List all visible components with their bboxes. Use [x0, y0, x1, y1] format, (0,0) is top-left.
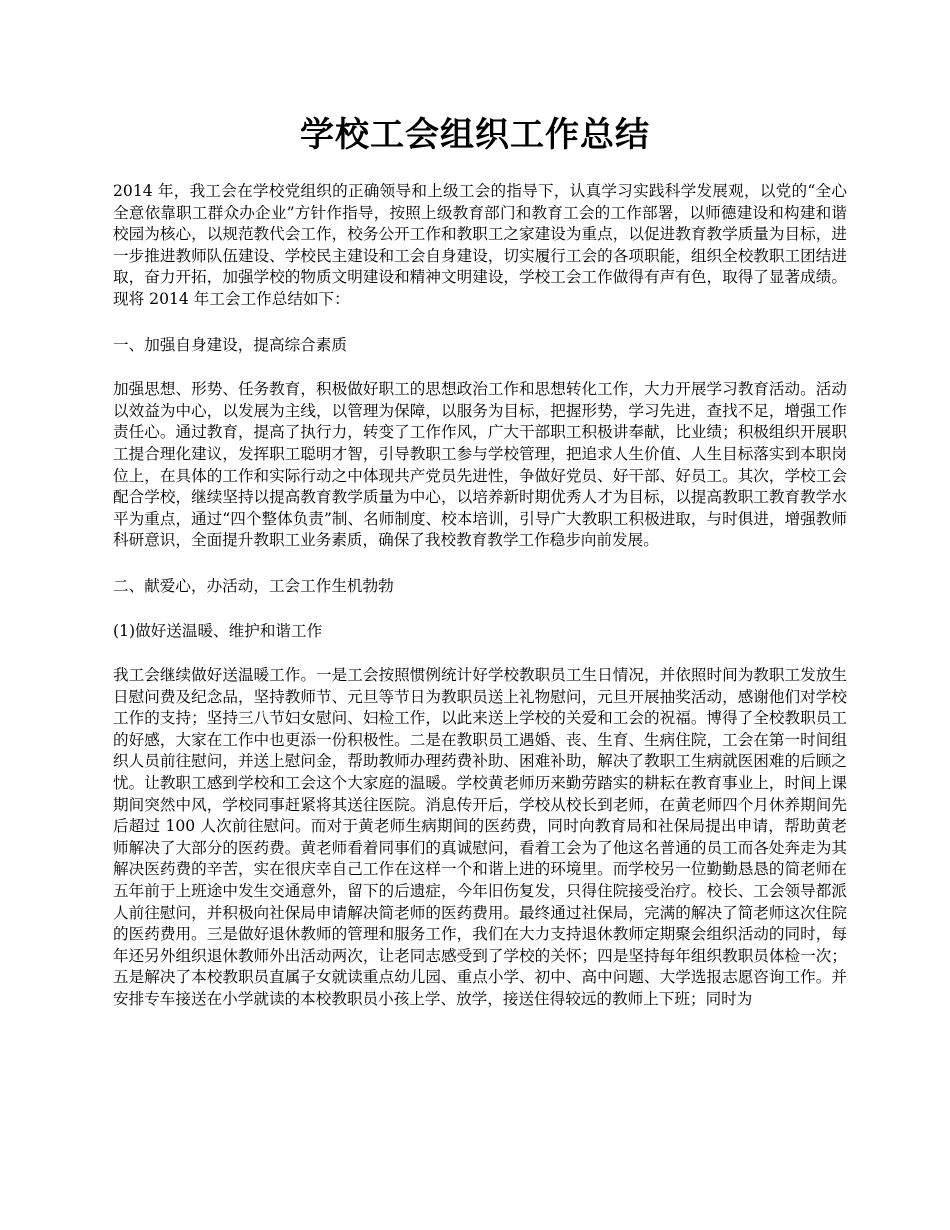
section-heading-2: 二、献爱心，办活动，工会工作生机勃勃	[113, 576, 394, 595]
document-title: 学校工会组织工作总结	[300, 115, 650, 155]
subsection-heading-1: (1)做好送温暖、维护和谐工作	[113, 621, 323, 640]
section-1-paragraph: 加强思想、形势、任务教育，积极做好职工的思想政治工作和思想转化工作，大力开展学习教育活动。活动以效益为中心，以发展为主线，以管理为保障，以服务为目标，把握形势，学习先进，查找不足，增强工作责任心。通过教育，提高了执行力，转变了工作作风，广大干部职工积极讲奉献，比业绩；积极组织开展职工提合理化建议，发挥职工聪明才智，引导教职工参与学校管理，把追求人生价值、人生目标落实到本职岗位上，在具体的工作和实际行动之中体现共产党员先进性，争做好党员、好干部、好员工。其次，学校工会配合学校，继续坚持以提高教育教学质量为中心，以培养新时期优秀人才为目标，以提高教职工教育教学水平为重点，通过“四个整体负责”制、名师制度、校本培训，引导广大教职工积极进取，与时俱进，增强教师科研意识，全面提升教职工业务素质，确保了我校教育教学工作稳步向前发展。	[113, 380, 847, 550]
intro-paragraph: 2014 年，我工会在学校党组织的正确领导和上级工会的指导下，认真学习实践科学发展观，以党的“全心全意依靠职工群众办企业”方针作指导，按照上级教育部门和教育工会的工作部署，以师德建设和构建和谐校园为核心，以规范教代会工作，校务公开工作和教职工之家建设为重点，以促进教育教学质量为目标，进一步推进教师队伍建设、学校民主建设和工会自身建设，切实履行工会的各项职能，组织全校教职工团结进取，奋力开拓，加强学校的物质文明建设和精神文明建设，学校工会工作做得有声有色，取得了显著成绩。现将 2014 年工会工作总结如下：	[113, 182, 847, 308]
subsection-1-paragraph: 我工会继续做好送温暖工作。一是工会按照惯例统计好学校教职员工生日情况，并依照时间为教职工发放生日慰问费及纪念品，坚持教师节、元旦等节日为教职员送上礼物慰问，元旦开展抽奖活动，感谢他们对学校工作的支持；坚持三八节妇女慰问、妇检工作，以此来送上学校的关爱和工会的祝福。博得了全校教职员工的好感，大家在工作中也更添一份积极性。二是在教职员工遇婚、丧、生育、生病住院，工会在第一时间组织人员前往慰问，并送上慰问金，帮助教师办理药费补助、困难补助，解决了教职工生病就医困难的后顾之忧。让教职工感到学校和工会这个大家庭的温暖。学校黄老师历来勤劳踏实的耕耘在教育事业上，时间上课期间突然中风，学校同事赶紧将其送往医院。消息传开后，学校从校长到老师，在黄老师四个月休养期间先后超过 100 人次前往慰问。而对于黄老师生病期间的医药费，同时向教育局和社保局提出申请，帮助黄老师解决了大部分的医药费。黄老师看着同事们的真诚慰问，看着工会为了他这名普通的员工而各处奔走为其解决医药费的辛苦，实在很庆幸自己工作在这样一个和谐上进的环境里。而学校另一位勤勤恳恳的简老师在五年前于上班途中发生交通意外，留下的后遗症，今年旧伤复发，只得住院接受治疗。校长、工会领导都派人前往慰问，并积极向社保局申请解决简老师的医药费用。最终通过社保局，完满的解决了简老师这次住院的医药费用。三是做好退休教师的管理和服务工作，我们在大力支持退休教师定期聚会组织活动的同时，每年还另外组织退休教师外出活动两次，让老同志感受到了学校的关怀；四是坚持每年组织教职员体检一次；五是解决了本校教职员直属子女就读重点幼儿园、重点小学、初中、高中问题、大学选报志愿咨询工作。并安排专车接送在小学就读的本校教职员小孩上学、放学，接送住得较远的教师上下班；同时为	[113, 666, 847, 1008]
section-heading-1: 一、加强自身建设，提高综合素质	[113, 335, 347, 354]
document-body	[113, 181, 847, 1035]
